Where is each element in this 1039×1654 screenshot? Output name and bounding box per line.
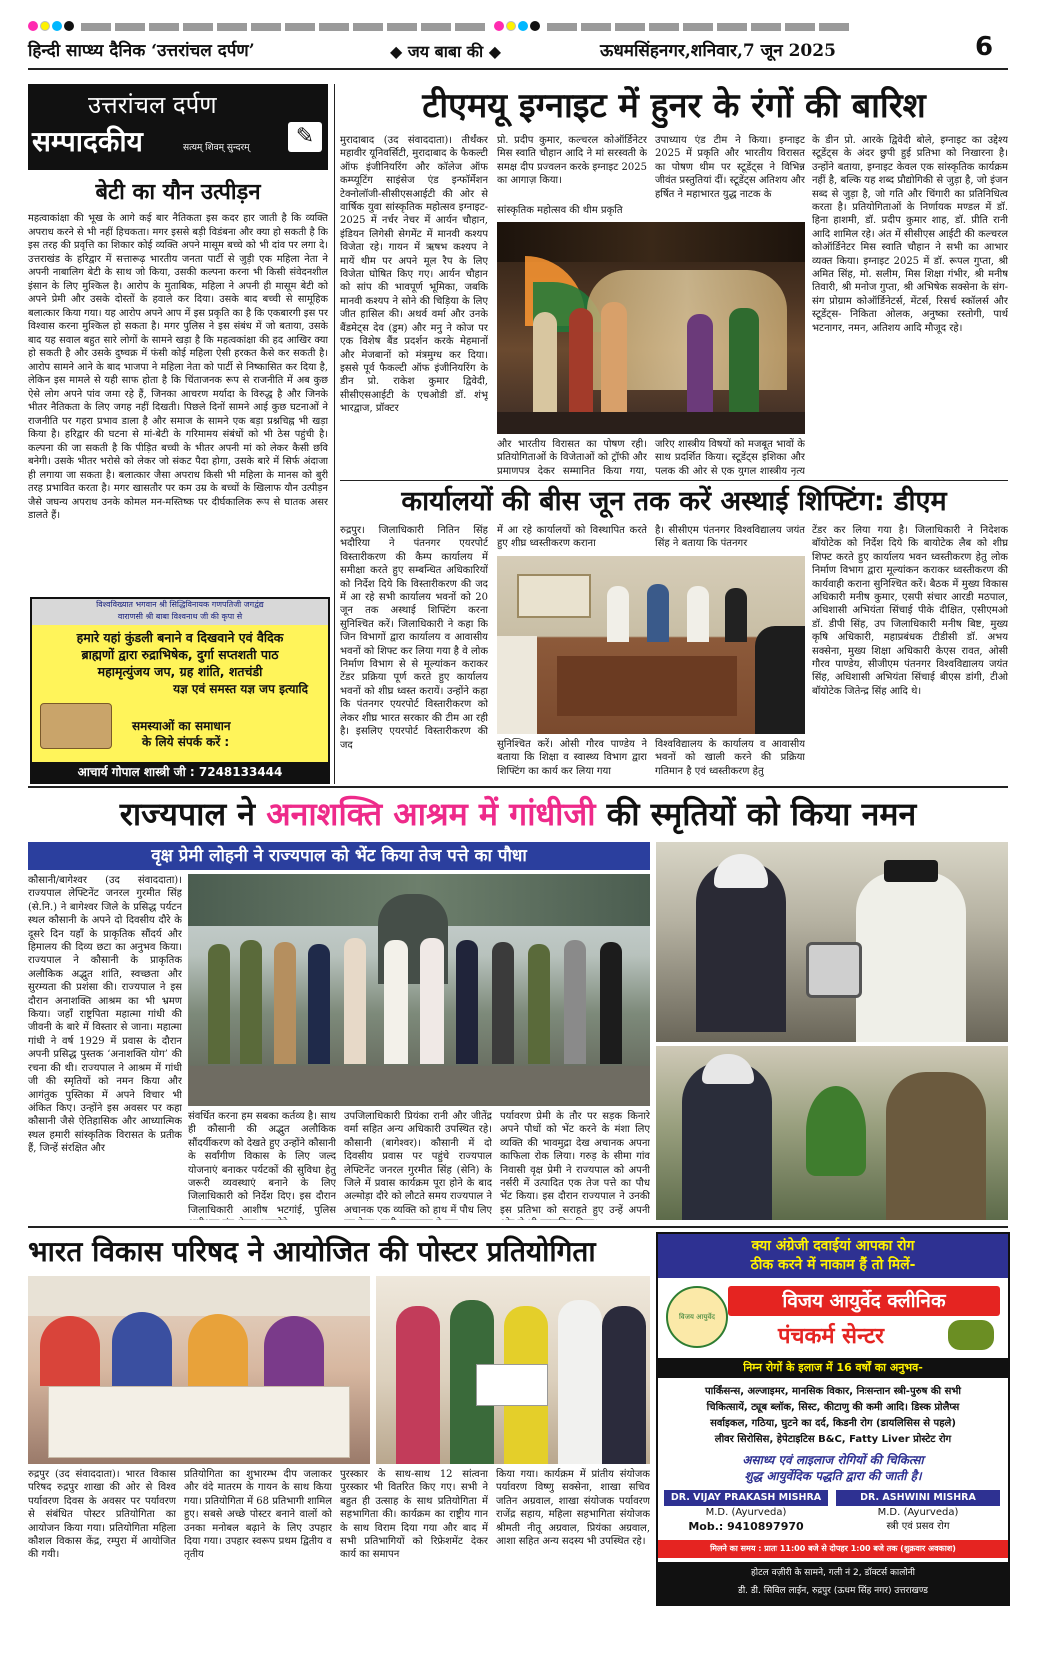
astro-ad-main3: महामृत्युंजय जप, ग्रह शांति, शतचंडी <box>97 664 263 679</box>
masthead-bars <box>28 16 1028 28</box>
story2-col2: में आ रहे कार्यालयों को विस्थापित करते हुए शीघ्र ध्वस्तीकरण कराना <box>497 525 647 550</box>
editorial-body: महत्वाकांक्षा की भूख के आगे कई बार नैतिकता इस कदर हार जाती है कि व्यक्ति अपराध करने से भी नहीं हिचकता। मगर इससे बड़ी विडंबना और क्या हो सकती है कि इस तरह की प्रवृत्ति का शिकार कोई व्यक्ति अपने मासूम बच्चे को भी दांव पर लगा दे। उत्तराखंड के हरिद्वार में सत्तारूढ़ भारतीय जनता पार्टी से जुड़ी एक महिला नेता ने अपनी नाबालिग बेटी के साथ जो किया, उसकी कल्पना करना भी किसी संवेदनशील इंसान के लिए मुश्किल है। आरोप के मुताबिक, महिला ने अपनी ही मासूम बेटी को अपने प्रेमी और उसके दोस्तों के हवाले कर दिया। उसके बाद बच्ची से सामूहिक बलात्कार किया गया। यह आरोप अपने आप में इस प्रकृति का है कि एकबारगी इस पर विश्वास करना मुश्किल हो सकता है। मगर पुलिस ने इस संबंध में जो बताया, उसके बाद यह सवाल बहुत सारे लोगों के सामने खड़ा है कि महत्वकांक्षा की हद आखिर क्या हो सकती है और उसके दुष्चक्र में फंसी कोई महिला ऐसी हरकत कैसे कर सकती है। आरोप सामने आने के बाद भाजपा ने महिला नेता को पार्टी से निष्कासित कर दिया है, लेकिन इस मामले से यही साफ होता है कि चिंताजनक रूप से राजनीति में अब कुछ ऐसे लोग अपने पांव जमा रहे हैं, जिनका आचरण मर्यादा के विरुद्ध है और जिनके भीतर नैतिकता के लिए जगह नहीं दिखती। पिछले दिनों सामने आई कुछ घटनाओं ने राजनीति पर गहरा प्रभाव डाला है और समाज के सामने एक बड़ा प्रश्नचिह्न भी खड़ा किया है। हरिद्वार की घटना से मां-बेटी के गरिमामय संबंधों को भी ठेस पहुंची है। कल्पना की जा सकती है कि पीड़ित बच्ची के भीतर अपनी मां को लेकर कैसी छवि बनेगी। उसके भीतर भरोसे को लेकर जो संकट पैदा होगा, उसके बारे में सिर्फ अंदाजा ही लगाया जा सकता है। बलात्कार जैसा अपराध किसी भी महिला के मानस को बुरी तरह प्रभावित करता है। मगर खासतौर पर कम उम्र के बच्चों के खिलाफ यौन उत्पीड़न जैसे जघन्य अपराध उनके कोमल मन-मस्तिष्क पर दीर्घकालिक रूप से घातक असर डालते हैं। <box>28 213 328 521</box>
astro-ad-main4: यज्ञ एवं समस्त यज्ञ जप इत्यादि <box>173 682 308 696</box>
ayur-experience: निम्न रोगों के इलाज में 16 वर्षों का अनुभव- <box>658 1358 1008 1378</box>
story1-col4: के डीन प्रो. आरके द्विवेदी बोले, इग्नाइट का उद्देश्य स्टूडेंट्स के अंदर छुपी हुई प्रतिभा को निखारना है। उन्होंने बताया, इग्नाइट केवल एक सांस्कृतिक कार्यक्रम नहीं है, बल्कि यह शब्द प्रौद्योगिकी से जुड़ा है, जो इंजन सब्द से जुड़ा है, जो गति और चिंगारी का प्रतिनिधित्व करता है। प्रतियोगिताओं के निर्णायक मण्डल में डॉ. हिना हाशमी, डॉ. प्रदीप कुमार शाह, डॉ. प्रीति रानी आदि शामिल रहे। अंत में सीसीएस आईटी की कल्चरल कोऑर्डिनेटर मिस स्वाति चौहान ने सभी का आभार व्यक्त किया। इग्नाइट 2025 में डॉ. रूपल गुप्ता, श्री अमित सिंह, मो. सलीम, मिस शिक्षा गंभीर, श्री मनीष तिवारी, श्री मनोज गुप्ता, श्री अभिषेक सक्सेना के संग-संग प्रोग्राम कोऑर्डिनेटर्स, मेंटर्स, रिसर्च स्कॉलर्स और स्टूडेंट्स- निकिता ओलक, अनुष्का रस्तोगी, पार्थ भटनागर, नमन, अतिशय आदि मौजूद रहे। <box>812 135 1008 334</box>
ayur-herbs-icon <box>948 1320 994 1350</box>
story3-headline-post: की स्मृतियों को किया नमन <box>595 795 917 833</box>
story1-low3: जरिए शास्त्रीय विषयों को मजबूत भावों के साथ प्रदर्शित किया। स्टूडेंट्स इशिका और पलक की ओर से एक युगल शास्त्रीय नृत्य <box>655 439 805 476</box>
ayur-address: होटल वज़ीरी के सामने, गली नं 2, डॉक्टर्स कालोनी डी. डी. सिविल लाईन, रुद्रपुर (ऊधम सिंह नगर) उत्तराखण्ड <box>658 1562 1008 1604</box>
story3-col4: पर्यावरण प्रेमी के तौर पर सड़क किनारे अपने पौधों को भेंट करने के मंशा लिए व्यक्ति की भावमुद्रा देख अचानक अपना काफिला रोक लिया। गरुड़ के सीमा गांव निवासी वृक्ष प्रेमी ने राज्यपाल को अपनी नर्सरी में उत्पादित एक तेज पत्ते का पौध भेंट किया। इस दौरान राज्यपाल ने उनकी इस प्रतिभा को सराहते हुए उन्हें अपनी <box>500 1111 650 1216</box>
story3-col1: कौसानी/बागेश्वर (उद संवाददाता)। राज्यपाल लेफ्टिनेंट जनरल गुरमीत सिंह (से.नि.) ने बागेश्वर जिले के प्रसिद्ध पर्यटन स्थल कौसानी के अपने दो दिवसीय दौरे के दूसरे दिन यहाँ के प्राकृतिक सौंदर्य और हिमालय की दिव्य छटा का अनुभव किया। राज्यपाल ने कौसानी के प्राकृतिक अलौकिक अद्भुत शांति, स्वच्छता और सुरम्यता की प्रशंसा की। राज्यपाल ने इस दौरान अनाशक्ति आश्रम का भी भ्रमण किया। जहाँ राष्ट्रपिता महात्मा गांधी की जीवनी के बारे में विस्तार से जाना। महात्मा गांधी ने वर्ष 1929 में प्रवास के दौरान अपनी प्रसिद्ध पुस्तक ‘अनाशक्ति योग’ की रचना की थी। राज्यपाल ने आश्रम में गांधी जी की स्मृतियों को नमन किया और आगंतुक पुस्तिका में अपने विचार भी अंकित किए। उन्होंने इस अवसर पर कहा कौसानी जैसे ऐतिहासिक और आध्यात्मिक स्थल हमारी सांस्कृतिक विरासत के प्रतीक हैं, जिन्हें संरक्षित और <box>28 875 182 1155</box>
story3-col3: उपजिलाधिकारी प्रियंका रानी और जीतेंद्र वर्मा सहित अन्य अधिकारी उपस्थित रहे। कौसानी (बागेश्वर)। कौसानी में दो दिवसीय प्रवास पर पहुंचे राज्यपाल लेफ्टिनेंट जनरल गुरमीत सिंह (सेनि) के जिले में प्रवास कार्यक्रम पूरा होने के बाद अल्मोड़ा दौरे को लौटते समय राज्यपाल ने अचानक एक व्यक्ति को हाथ में पौध लिए <box>344 1111 492 1216</box>
story4-photo-prize <box>376 1276 650 1464</box>
story2-low2: सुनिश्चित करें। ओसी गौरव पाण्डेय ने बताया कि शिक्षा व स्वास्थ्य विभाग द्वारा शिफ्टिंग का कार्य कर लिया गया <box>497 739 647 777</box>
page-number: 6 <box>975 32 994 62</box>
story1-col1: मुरादाबाद (उद संवाददाता)। तीर्थंकर महावीर यूनिवर्सिटी, मुरादाबाद के फैकल्टी ऑफ इंजीनियरिंग और कॉलेज ऑफ कम्प्यूटिंग साइंसेज एंड इन्फॉर्मेशन टेक्नोलॉजी-सीसीएसआईटी की ओर से वार्षिक युवा सांस्कृतिक महोत्सव इग्नाइट- 2025 में नर्चर नेचर में आर्यन चौहान, इंडियन लिगेसी सेगमेंट में मानवी कश्यप विजेता रहे। गायन में ऋषभ कश्यप ने मायें थीम पर अपने मूल रैप के लिए विजेता घोषित किए गए। आर्यन चौहान को सांप की भावपूर्ण भूमिका, जबकि मानवी कश्यप ने सोने की चिड़िया के लिए जीत हासिल की। अथर्व वर्मा और उनके बैंडमेट्स देव (ड्रम) और मनु ने कोज पर एक विशेष बैंड प्रदर्शन करके मेहमानों और मेजबानों को मंत्रमुग्ध कर दिया। इससे पूर्व फैकल्टी ऑफ इंजीनियरिंग के डीन प्रो. राकेश कुमार द्विवेदी, सीसीएसआईटी के एचओडी डॉ. शंभू भारद्वाज, प्रॉक्टर <box>340 135 488 415</box>
story2-photo-meeting <box>497 556 805 734</box>
story2-headline: कार्यालयों की बीस जून तक करें अस्थाई शिफ्टिंग: डीएम <box>401 486 947 517</box>
section-rule-2 <box>28 1226 1008 1228</box>
editorial-motto: सत्यम् शिवम् सुन्दरम् <box>183 143 250 153</box>
color-dots-left <box>28 16 81 35</box>
astro-ad-main2: ब्राह्मणों द्वारा रुद्राभिषेक, दुर्गा सप्तशती पाठ <box>81 647 279 662</box>
story1-col2b: सांस्कृतिक महोत्सव की थीम प्रकृति <box>497 205 623 216</box>
story1-headline: टीएमयू इग्नाइट में हुनर के रंगों की बारिश <box>422 86 926 126</box>
leaf-icon-left: ◆ <box>390 42 408 61</box>
story2-col4: टेंडर कर लिया गया है। जिलाधिकारी ने निदेशक बॉयोटेक को निर्देश दिये कि बायोटेक लैब को शीघ्र शिफ्ट करते हुए कार्यालय भवन ध्वस्तीकरण हेतु लोक निर्माण विभाग द्वारा मूल्यांकन कराकर ध्वस्तीकरण की कार्यवाही कराना सुनिश्चित करें। बैठक में मुख्य विकास अधिकारी मनीष कुमार, एसपी संचार आरडी मठपाल, अधिशासी अभियंता सिंचाई पीके दीक्षित, एसीएमओ डॉ. डीपी सिंह, उप जिलाधिकारी मनीष बिष्ट, मुख्य कृषि अधिकारी, महाप्रबंधक टीडीसी डॉ. अभय सक्सेना, मुख्य शिक्षा अधिकारी केएस रावत, ओसी गौरव पाण्डेय, सीजीएम पंतनगर विश्वविद्यालय जयंत सिंह, अधिशासी अभियंता सिंचाई बीएस डांगी, टीओ बॉयोटेक जितेन्द्र सिंह आदि थे। <box>812 525 1008 697</box>
story3-headline-pre: राज्यपाल ने <box>119 795 267 833</box>
story3-subhead: वृक्ष प्रेमी लोहनी ने राज्यपाल को भेंट किया तेज पत्ते का पौधा <box>28 842 650 870</box>
story3-headline <box>28 792 1008 836</box>
editorial-banner <box>28 84 328 170</box>
story1-low2: और भारतीय विरासत का पोषण रही। प्रतियोगिताओं के विजेताओं को ट्रॉफी और प्रमाणपत्र देकर सम्मानित किया गया, <box>497 439 647 476</box>
story4-col2: प्रतियोगिता का शुभारम्भ दीप जलाकर और वंदे मातरम के गायन के साथ किया गया। प्रतियोगिता में 68 प्रतिभागी शामिल हुए। सबसे अच्छे पोस्टर बनाने वालों को उनका मनोबल बढ़ाने के लिए उपहार दिया गया। उपहार स्वरूप प्रथम द्वितीय व तृतीय <box>184 1469 332 1561</box>
quill-icon: ✎ <box>288 122 322 152</box>
story2-col1: रुद्रपुर। जिलाधिकारी नितिन सिंह भदौरिया ने पंतनगर एयरपोर्ट विस्तारीकरण की कैम्प कार्यालय में समीक्षा करते हुए सम्बन्धित अधिकारियों को निर्देश दिये कि विस्तारीकरण की जद में आ रहे सभी कार्यालय भवनों को 20 जून तक अस्थाई शिफ्टिंग करना सुनिश्चित करें। जिलाधिकारी ने कहा कि जिन विभागों द्वारा कार्यालय व आवासीय भवनों को शिफ्ट कर लिया गया है वे लोक निर्माण विभाग से से मूल्यांकन कराकर टेंडर प्रक्रिया पूर्ण करते हुए कार्यालय भवनों को शीघ्र ध्वस्त करायें। उन्होंने कहा कि पंतनगर एयरपोर्ट विस्तारीकरण को लेकर शीघ्र भारत सरकार की टीम आ रही है। इसलिए एयरपोर्ट विस्तारीकरण की जद <box>340 525 488 751</box>
story4-headline: भारत विकास परिषद ने आयोजित की पोस्टर प्रतियोगिता <box>28 1235 596 1268</box>
ayur-panchkarma: पंचकर्म सेन्टर <box>778 1324 885 1349</box>
ayur-tagline: असाध्य एवं लाइलाज रोगियों की चिकित्सा शुद्ध आयुर्वेदिक पद्धति द्वारा की जाती है। <box>742 1453 924 1483</box>
column-divider-left <box>334 84 335 784</box>
story4-col3: पुरस्कार के साथ-साथ 12 सांत्वना पुरस्कार भी वितरित किए गए। सभी ने बहुत ही उत्साह के साथ प्रतियोगिता में सहभागिता की। कार्यक्रम का राष्ट्रीय गान के साथ विराम दिया गया और बाद में सभी प्रतिभागियों को रिफ्रेशमेंट देकर कार्य का समापन <box>340 1469 488 1561</box>
story3-headline-highlight: अनाशक्ति आश्रम में गांधीजी <box>266 795 596 833</box>
story3-photo-plant <box>656 1046 1008 1220</box>
ayur-list: पार्किंसन्स, अल्जाइमर, मानसिक विकार, निःसन्तान स्त्री-पुरुष की सभी चिकित्सायें, ट्यूब ब्लॉक, सिस्ट, कीटाणु की कमी आदि। डिस्क प्रोलैप्स सर्वाइकल, गठिया, घुटने का दर्द, किडनी रोग (डायलिसिस से पहले) लीवर सिरोसिस, हेपेटाइटिस B&C, Fatty Liver प्रोस्टेट रोग <box>704 1386 962 1445</box>
story4-photo-children <box>28 1276 370 1464</box>
story2-low3: विश्वविद्यालय के कार्यालय व आवासीय भवनों को खाली करने की प्रक्रिया गतिमान है एवं ध्वस्तीकरण हेतु <box>655 739 805 777</box>
story1-photo-stage <box>497 222 805 434</box>
ayurveda-ad <box>656 1232 1010 1606</box>
astro-ad <box>30 597 330 784</box>
scroll-icon <box>40 703 112 749</box>
ayur-top-banner: क्या अंग्रेजी दवाईयां आपका रोग ठीक करने में नाकाम हैं तो मिलें- <box>658 1234 1008 1278</box>
story1-col2a: प्रो. प्रदीप कुमार, कल्चरल कोऑर्डिनेटर मिस स्वाति चौहान आदि ने मां सरस्वती के समक्ष दीप प्रज्वलन करके इग्नाइट 2025 का आगाज़ किया। <box>497 135 647 187</box>
masthead-center: ◆ जय बाबा की ◆ <box>390 42 502 61</box>
section-rule-1 <box>28 786 1008 788</box>
leaf-icon-right: ◆ <box>483 42 502 61</box>
ayur-logo: विजय आयुर्वेद <box>666 1286 728 1348</box>
astro-ad-main5: समस्याओं का समाधान <box>132 719 231 733</box>
ayur-doctor-2: DR. ASHWINI MISHRA M.D. (Ayurveda) स्त्री एवं प्रसव रोग <box>836 1490 1000 1534</box>
story1-rule <box>340 480 1008 481</box>
masthead-rule <box>28 68 1008 70</box>
story3-photo-group <box>188 874 650 1106</box>
masthead-date: ऊधमसिंहनगर,शनिवार,7 जून 2025 <box>600 41 836 61</box>
astro-ad-main6: के लिये संपर्क करें : <box>142 735 230 749</box>
masthead-left-title: हिन्दी साप्ध्य दैनिक ‘उत्तरांचल दर्पण’ <box>28 41 255 61</box>
story3-photo-governor-gift <box>656 842 1008 1042</box>
astro-ad-contact: आचार्य गोपाल शास्त्री जी : 7248133444 <box>32 762 328 782</box>
editorial-brand: उत्तरांचल दर्पण <box>88 91 217 119</box>
astro-ad-top: विश्वविख्यात भगवान श्री सिद्धिविनायक गणपतिजी जगद्वंद्य वाराणसी श्री बाबा विश्वनाथ जी की कृपा से <box>32 599 328 625</box>
story3-col2: संवर्धित करना हम सबका कर्तव्य है। साथ ही कौसानी की अद्भुत अलौकिक सौंदर्यीकरण को देखते हुए उन्होंने कौसानी के सर्वांगीण विकास के लिए जल्द योजनाएं बनाकर पर्यटकों की सुविधा हेतु जरूरी व्यवस्थाएं बनाने के लिए जिलाधिकारी को निर्देश दिए। इस दौरान जिलाधिकारी आशीष भटगांई, पुलिस <box>188 1111 336 1216</box>
color-dots-center <box>494 16 547 35</box>
astro-ad-main1: हमारे यहां कुंडली बनाने व दिखवाने एवं वैदिक <box>76 630 284 645</box>
story1-col3a: उपाध्याय एंड टीम ने किया। इग्नाइट 2025 में प्रकृति और भारतीय विरासत का पोषण थीम पर स्टूडेंट्स ने विभिन्न जीवंत प्रस्तुतियां दीं। स्टूडेंट्स अतिशय और हर्षित ने महाभारत युद्ध नाटक के <box>655 135 805 200</box>
story2-col3: है। सीसीएम पंतनगर विश्वविद्यालय जयंत सिंह ने बताया कि पंतनगर <box>655 525 805 550</box>
ayur-doctor-1: DR. VIJAY PRAKASH MISHRA M.D. (Ayurveda) Mob.: 9410897970 <box>664 1490 828 1534</box>
editorial-section: सम्पादकीय <box>32 125 143 158</box>
editorial-headline: बेटी का यौन उत्पीड़न <box>95 179 261 205</box>
ayur-clinic-name: विजय आयुर्वेद क्लीनिक <box>728 1286 1000 1316</box>
ayur-timing: मिलने का समय : प्रातः 11:00 बजे से दोपहर 1:00 बजे तक (शुक्रवार अवकाश) <box>658 1540 1008 1558</box>
story4-col4: किया गया। कार्यक्रम में प्रांतीय संयोजक पर्यावरण विष्णु सक्सेना, शाखा सचिव जतिन अग्रवाल, शाखा संयोजक पर्यावरण राजेंद्र सहाय, महिला सहभागिता संयोजक श्रीमती नीतू अग्रवाल, प्रियंका अग्रवाल, आशा सहित अन्य सदस्य भी उपस्थित रहे। <box>496 1469 650 1548</box>
story4-col1: रुद्रपुर (उद संवाददाता)। भारत विकास परिषद रुद्रपुर शाखा की ओर से विश्व पर्यावरण दिवस के अवसर पर पर्यावरण से संबंधित पोस्टर प्रतियोगिता का आयोजन किया गया। प्रतियोगिता महिला कौशल विकास केंद्र, रम्पुरा में आयोजित की गयी। <box>28 1469 176 1561</box>
